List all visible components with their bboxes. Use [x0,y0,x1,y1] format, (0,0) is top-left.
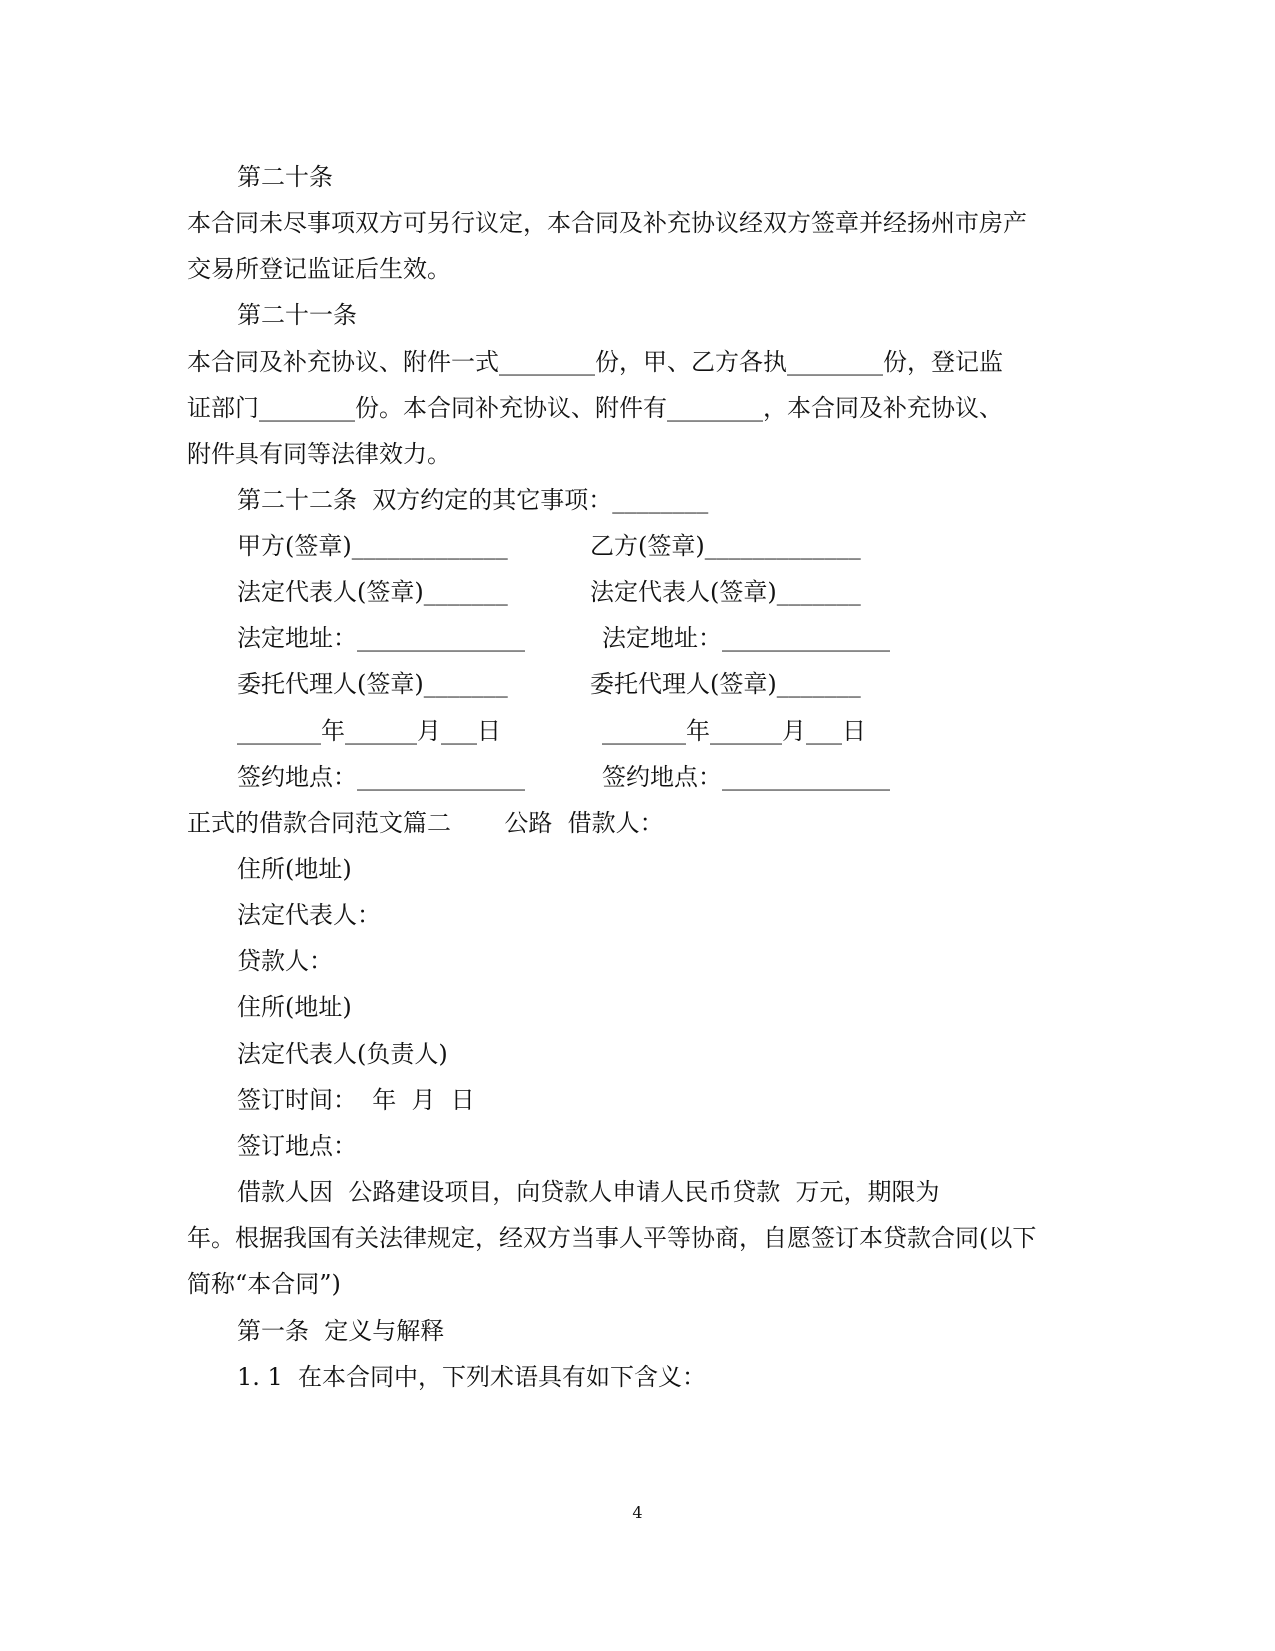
party-a-legal-rep: 法定代表人(签章)_______ [237,578,508,606]
page-number: 4 [632,1503,643,1522]
party-a-signing-place: 签约地点：______________ [237,763,525,791]
party-b-legal-rep: 法定代表人(签章)_______ [590,578,861,606]
article-20-body-line-1: 本合同未尽事项双方可另行议定，本合同及补充协议经双方签章并经扬州市房产 [187,209,1027,237]
lender-address: 住所(地址) [237,993,352,1021]
section-2-title: 正式的借款合同范文篇二 公路 借款人： [187,809,664,837]
article-20-heading: 第二十条 [237,163,333,191]
party-a-date: _______年______月___日 [237,717,501,745]
party-b-agent: 委托代理人(签章)_______ [590,670,861,698]
signing-place: 签订地点： [237,1132,357,1160]
lender-legal-rep: 法定代表人(负责人) [237,1040,448,1068]
article-1-clause-1-1: 1. 1 在本合同中，下列术语具有如下含义： [237,1363,707,1391]
party-b-signing-place: 签约地点：______________ [602,763,890,791]
article-22: 第二十二条 双方约定的其它事项：________ [237,486,709,514]
article-21-heading: 第二十一条 [237,301,357,329]
party-a-agent: 委托代理人(签章)_______ [237,670,508,698]
intro-line-1: 借款人因 公路建设项目，向贷款人申请人民币贷款 万元，期限为 [237,1178,940,1206]
party-a-signature: 甲方(签章)_____________ [237,532,508,560]
intro-line-3: 简称“本合同”) [187,1270,341,1298]
lender: 贷款人： [237,947,333,975]
party-b-signature: 乙方(签章)_____________ [590,532,861,560]
intro-line-2: 年。根据我国有关法律规定，经双方当事人平等协商，自愿签订本贷款合同(以下 [187,1224,1037,1252]
party-b-legal-address: 法定地址：______________ [602,624,890,652]
party-a-legal-address: 法定地址：______________ [237,624,525,652]
article-21-body-line-1: 本合同及补充协议、附件一式________份，甲、乙方各执________份，登记监 [187,348,1003,376]
signing-time: 签订时间： 年 月 日 [237,1086,475,1114]
article-21-body-line-2: 证部门________份。本合同补充协议、附件有________，本合同及补充协议、 [187,394,1003,422]
article-21-body-line-3: 附件具有同等法律效力。 [187,440,451,468]
borrower-address: 住所(地址) [237,855,352,883]
article-20-body-line-2: 交易所登记监证后生效。 [187,255,451,283]
borrower-legal-rep: 法定代表人： [237,901,381,929]
party-b-date: _______年______月___日 [602,717,866,745]
article-1-heading: 第一条 定义与解释 [237,1317,445,1345]
